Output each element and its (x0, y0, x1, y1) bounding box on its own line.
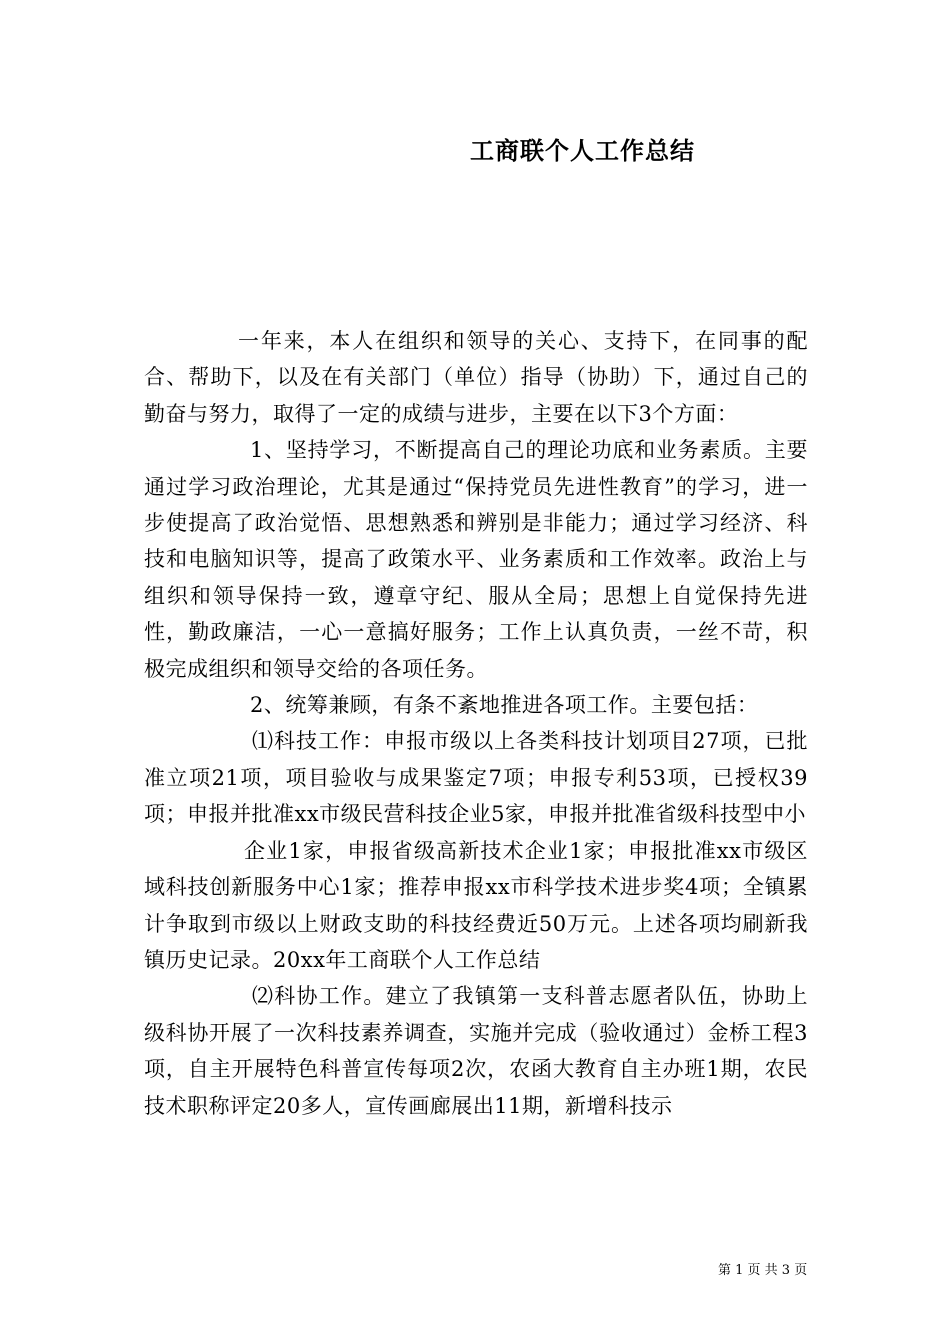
paragraph-science-association: ⑵科协工作。建立了我镇第一支科普志愿者队伍，协助上级科协开展了一次科技素养调查，实施并完成（验收通过）金桥工程3项，自主开展特色科普宣传每项2次，农函大教育自主办班1期，农民技术职称评定20多人，宣传画廊展出11期，新增科技示 (144, 984, 808, 1118)
paragraph-tech-work: ⑴科技工作：申报市级以上各类科技计划项目27项，已批准立项21项，项目验收与成果鉴定7项；申报专利53项，已授权39项；申报并批准xx市级民营科技企业5家，申报并批准省级科技型中小 (144, 729, 808, 827)
paragraph-study: 1、坚持学习，不断提高自己的理论功底和业务素质。主要通过学习政治理论，尤其是通过“保持党员先进性教育”的学习，进一步使提高了政治觉悟、思想熟悉和辨别是非能力；通过学习经济、科技和电脑知识等，提高了政策水平、业务素质和工作效率。政治上与组织和领导保持一致，遵章守纪、服从全局；思想上自觉保持先进性，勤政廉洁，一心一意搞好服务；工作上认真负责，一丝不苛，积极完成组织和领导交给的各项任务。 (144, 438, 808, 681)
document-title: 工商联个人工作总结 (470, 136, 695, 165)
paragraph-tech-work-continued: 企业1家，申报省级高新技术企业1家；申报批准xx市级区域科技创新服务中心1家；推荐申报xx市科学技术进步奖4项；全镇累计争取到市级以上财政支助的科技经费近50万元。上述各项均刷新我镇历史记录。20xx年工商联个人工作总结 (144, 838, 808, 972)
page-number-footer: 第 1 页 共 3 页 (718, 1263, 808, 1278)
paragraph-intro: 一年来，本人在组织和领导的关心、支持下，在同事的配合、帮助下，以及在有关部门（单位）指导（协助）下，通过自己的勤奋与努力，取得了一定的成绩与进步，主要在以下3个方面： (144, 329, 808, 426)
paragraph-overview: 2、统筹兼顾，有条不紊地推进各项工作。主要包括： (250, 693, 759, 718)
document-body (144, 323, 808, 1124)
